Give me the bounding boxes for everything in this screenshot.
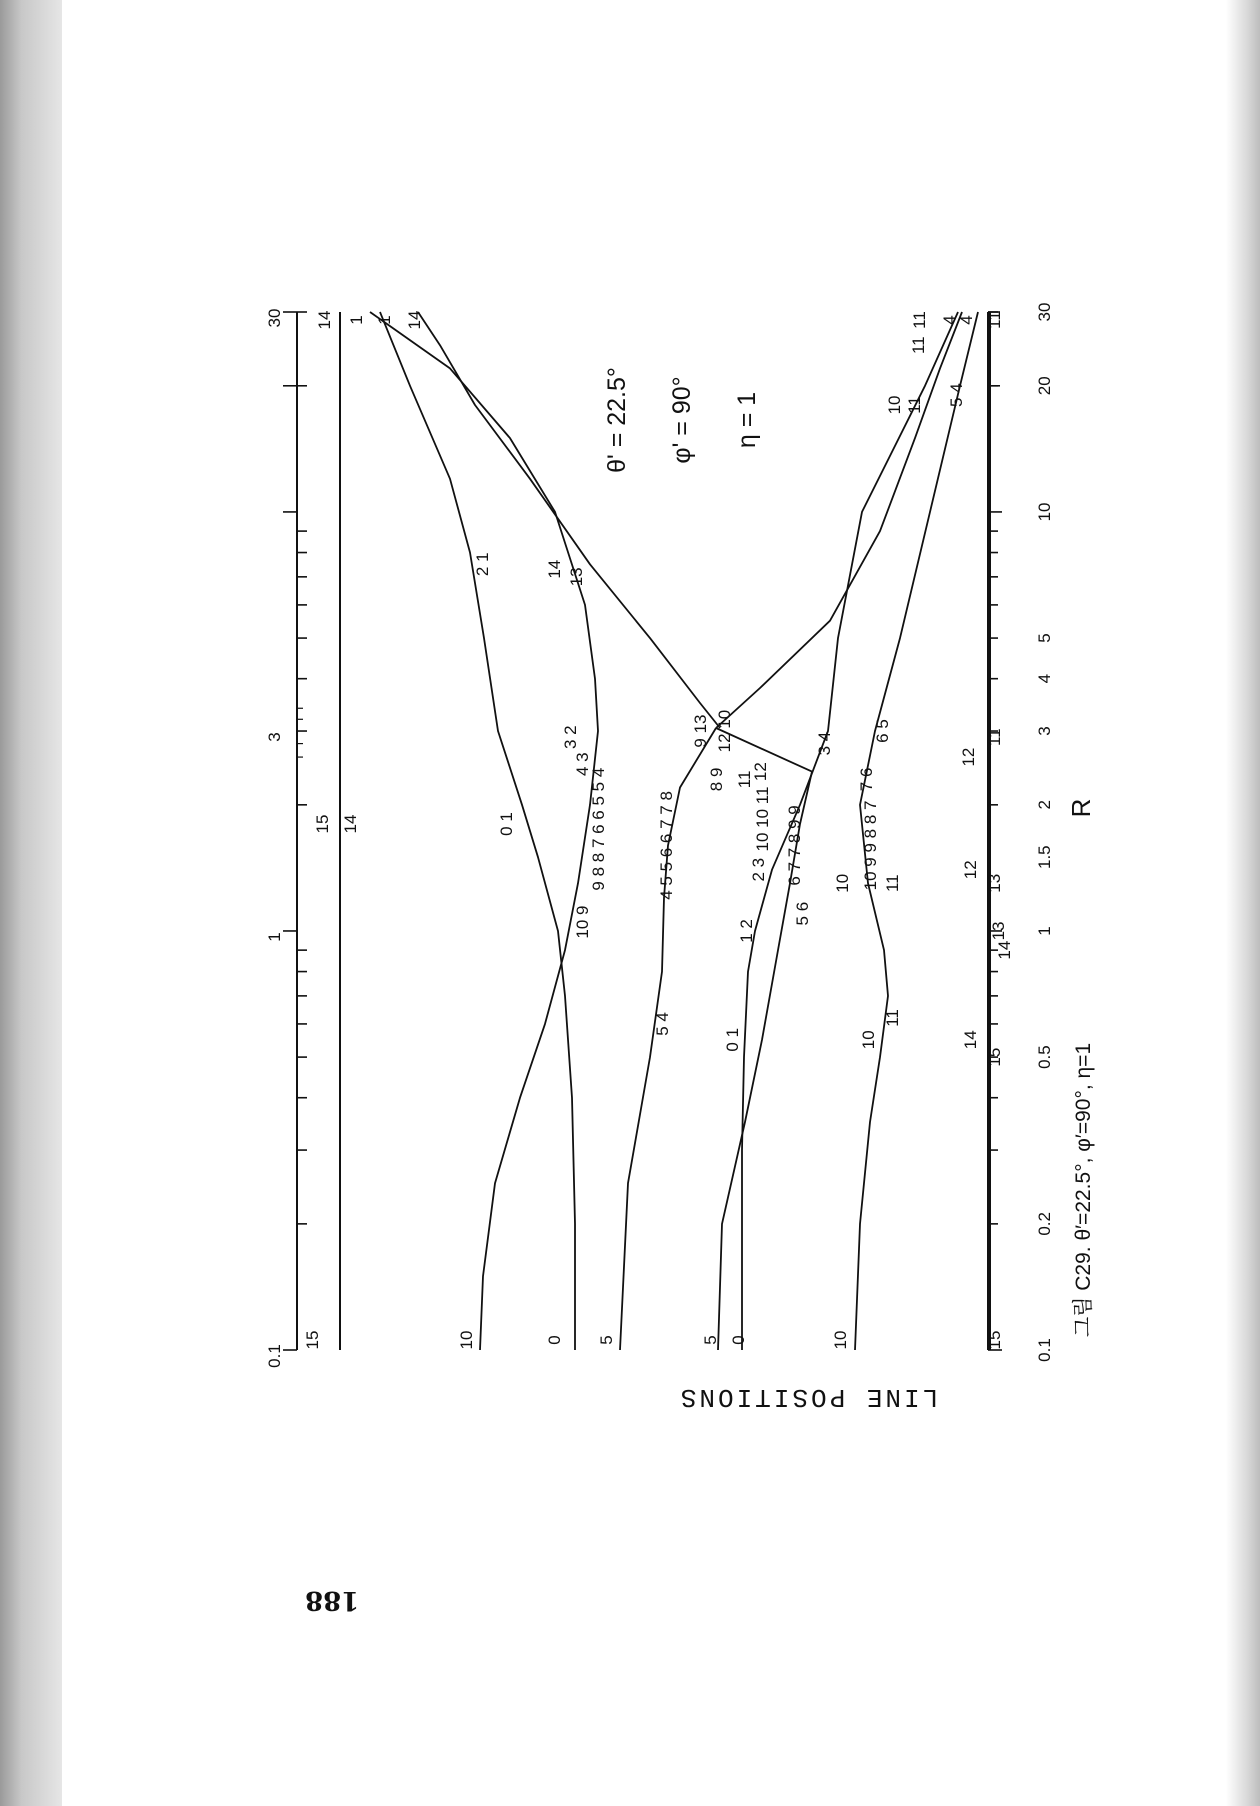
curve-annotation-label: 11: [905, 396, 924, 414]
bottom-axis-tick-label: 4: [1035, 673, 1054, 684]
bottom-axis-tick-label: 0.1: [1035, 1338, 1054, 1362]
left-end-label: 15: [303, 1330, 322, 1350]
bottom-axis-tick-label: 3: [1035, 726, 1054, 736]
curve-upper-0-1: [380, 312, 575, 1350]
bottom-axis-tick-label: 1.5: [1035, 845, 1054, 869]
parameter-text: θ' = 22.5°: [603, 367, 631, 473]
curve-annotation-label: 2 3: [749, 857, 768, 882]
left-end-label: 0: [545, 1335, 564, 1345]
left-end-label: 10: [831, 1330, 850, 1350]
left-end-label: 5: [701, 1335, 720, 1345]
curve-annotation-label: 14: [995, 940, 1014, 960]
right-top-end-label: 14: [405, 310, 424, 330]
curve-annotation-label: 14: [961, 1030, 980, 1050]
curve-annotation-label: 15: [985, 1047, 1004, 1067]
curve-annotation-label: 5 4: [653, 1012, 672, 1036]
curve-cross-9-13: [716, 312, 962, 728]
curve-annotation-label: 12: [959, 747, 978, 767]
bottom-axis-tick-label: 0.2: [1035, 1212, 1054, 1236]
curve-annotation-label: 12: [961, 860, 980, 880]
curve-annotation-label: 10 9 9 8 8 7: [861, 800, 880, 891]
curve-annotation-label: 4 3: [573, 752, 592, 777]
curve-annotation-label: 9 13: [691, 714, 710, 748]
right-bottom-end-label: 4: [940, 315, 959, 325]
left-end-label: 0: [729, 1335, 748, 1345]
bottom-axis-tick-label: 30: [1035, 302, 1054, 322]
x-axis-title: R: [1066, 798, 1096, 818]
curve-annotation-label: 10 9: [573, 905, 592, 939]
curve-annotation-label: 14: [341, 814, 360, 834]
page-number: 188: [305, 1585, 360, 1615]
bottom-axis-tick-label: 0.5: [1035, 1045, 1054, 1069]
bottom-axis-tick-label: 5: [1035, 633, 1054, 643]
bottom-axis-tick-label: 1: [1035, 926, 1054, 936]
curve-annotation-label: 11: [985, 728, 1004, 747]
curve-annotation-label: 13: [985, 873, 1004, 893]
curve-annotation-label: 9 8 8 7 6 6 5 5 4: [589, 767, 608, 891]
figure-caption: 그림 C29. θ′=22.5°, φ′=90°, η=1: [1072, 1042, 1095, 1338]
left-end-label: 15: [985, 1330, 1004, 1350]
curve-annotation-label: 14: [545, 559, 564, 579]
curve-annotation-label: 8 9: [707, 767, 726, 792]
curve-annotation-label: 12: [751, 762, 770, 782]
curve-annotation-label: 3 4: [815, 731, 834, 756]
bottom-axis-tick-label: 2: [1035, 800, 1054, 810]
figure-labels: [303, 311, 1096, 1412]
curve-annotation-label: 11: [883, 874, 902, 893]
curve-annotation-label: 3 2: [561, 725, 580, 750]
curve-annotation-label: 10: [833, 873, 852, 893]
right-top-end-label: 1: [375, 315, 394, 325]
curve-annotation-label: 10: [859, 1030, 878, 1050]
top-axis-tick-label: 1: [265, 932, 284, 942]
right-bottom-end-label: 11: [910, 311, 929, 329]
curve-annotation-label: 10 10 11: [753, 786, 772, 852]
top-axis-tick-label: 0.1: [265, 1344, 284, 1368]
curve-annotation-label: 2 1: [473, 552, 492, 577]
curve-annotation-label: 7 6: [857, 767, 876, 792]
bottom-axis-tick-label: 20: [1035, 376, 1054, 396]
left-end-label: 10: [457, 1330, 476, 1350]
curve-annotation-label: 0 1: [723, 1027, 742, 1052]
curve-annotation-label: 4 5 5 6 6 7 7 8: [657, 791, 676, 900]
curve-annotation-label: 13: [567, 567, 586, 587]
curve-annotation-label: 10: [885, 395, 904, 415]
bottom-axis-tick-label: 10: [1035, 502, 1054, 522]
curve-annotation-label: 6 7 7 8 9 9: [785, 805, 804, 886]
top-axis-tick-label: 3: [265, 732, 284, 742]
curve-annotation-label: 5 6: [793, 901, 812, 926]
curve-annotation-label: 11: [735, 770, 754, 789]
right-top-end-label: 1: [347, 315, 366, 325]
curve-annotation-label: 6 5: [873, 719, 892, 743]
right-top-end-label: 14: [315, 310, 334, 330]
curve-annotation-label: 15: [313, 814, 332, 834]
y-axis-title: LINE POSITIONS: [677, 1382, 939, 1412]
left-end-label: 5: [597, 1335, 616, 1345]
curve-annotation-label: 12 10: [715, 709, 734, 753]
parameter-text: η = 1: [733, 391, 761, 449]
curve-upper-10-1: [370, 312, 598, 1350]
right-bottom-end-label: 4: [957, 315, 976, 325]
curve-annotation-label: 11: [883, 1009, 902, 1027]
curve-0-lower: [742, 312, 958, 1350]
parameter-text: φ' = 90°: [668, 376, 696, 464]
curve-annotation-label: 5 4: [947, 383, 966, 407]
top-axis-tick-label: 30: [265, 308, 284, 328]
right-bottom-end-label: 11: [985, 311, 1004, 329]
curve-annotation-label: 13: [989, 921, 1008, 941]
curve-14-14: [418, 312, 720, 728]
curve-annotation-label: 1 2: [737, 919, 756, 943]
curve-annotation-label: 11: [909, 336, 928, 355]
curve-annotation-label: 0 1: [497, 812, 516, 836]
